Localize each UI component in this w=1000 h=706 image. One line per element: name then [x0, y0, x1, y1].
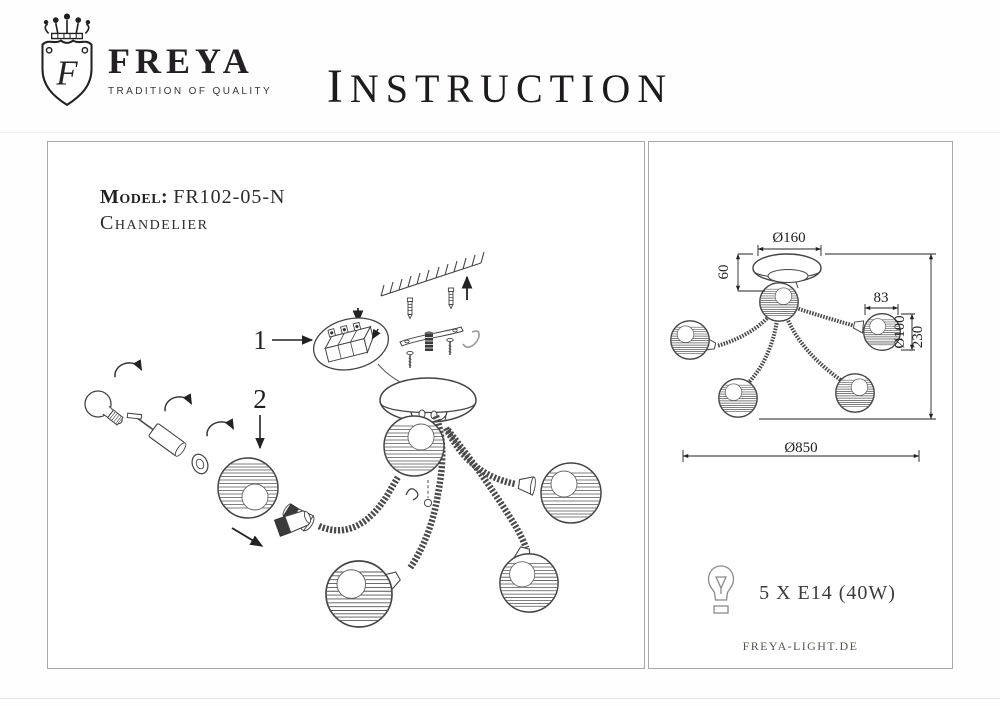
page-title: INSTRUCTION	[326, 60, 674, 113]
bracket-screw	[447, 338, 453, 355]
globe-shade-right	[541, 463, 601, 523]
dim-canopy-diameter-label: Ø160	[772, 230, 806, 246]
globe-shade-lower-center	[500, 554, 558, 612]
globe-shade-center	[384, 416, 444, 476]
brand-name: FREYA	[108, 41, 254, 81]
globe-shade-lower-left	[326, 561, 392, 627]
brand-initial: F	[56, 53, 78, 93]
dim-fixture-height-label: 230	[910, 325, 926, 349]
brand-logo	[38, 13, 272, 109]
shade-lower-right	[836, 374, 874, 412]
website-text: FREYA-LIGHT.DE	[742, 639, 859, 653]
washer-ring	[189, 452, 210, 476]
bulb-spec-row	[649, 564, 952, 622]
lamp-socket	[124, 405, 188, 457]
shade-lower-left	[719, 379, 757, 417]
canopy	[753, 254, 821, 288]
dimensions-panel	[648, 141, 953, 669]
wall-anchor	[448, 288, 453, 309]
bulb	[85, 391, 124, 426]
shade-left	[671, 321, 709, 359]
rotate-arrow	[165, 395, 193, 415]
model-line	[100, 186, 285, 209]
dim-canopy-height-label: 60	[716, 264, 732, 280]
shade-cup	[518, 475, 537, 495]
bulb-icon	[705, 564, 737, 622]
model-label: Model:	[100, 186, 169, 208]
dim-fixture-diameter-label: Ø850	[784, 440, 818, 456]
assembly-panel	[47, 141, 645, 669]
dim-shade-diameter-label: Ø100	[892, 315, 908, 349]
dim-shade-width-label: 83	[873, 290, 889, 306]
wall-anchor	[407, 298, 412, 319]
callout-1-label: 1	[253, 325, 267, 355]
assemble-direction-arrow	[232, 528, 262, 546]
ceiling-hook	[463, 331, 479, 347]
bulb-spec: 5 X E14 (40W)	[759, 581, 896, 604]
product-type: Chandelier	[100, 212, 209, 234]
callout-2-label: 2	[253, 384, 267, 414]
page-edge-line	[0, 698, 1000, 699]
model-value: FR102-05-N	[173, 186, 286, 208]
dimension-diagram	[649, 142, 952, 502]
mounting-bracket	[400, 327, 463, 351]
rotate-arrow	[207, 420, 235, 440]
globe-shade-exploded	[218, 458, 278, 518]
fold-line	[0, 132, 1000, 133]
canopy	[380, 378, 476, 422]
bracket-screw	[407, 351, 413, 368]
ceiling-hatch	[381, 252, 484, 296]
brand-tagline: TRADITION OF QUALITY	[108, 86, 273, 97]
brand-crest-icon	[38, 13, 96, 109]
shade-center	[760, 283, 798, 321]
rotate-arrow	[115, 361, 143, 381]
pull-switch	[406, 480, 432, 507]
